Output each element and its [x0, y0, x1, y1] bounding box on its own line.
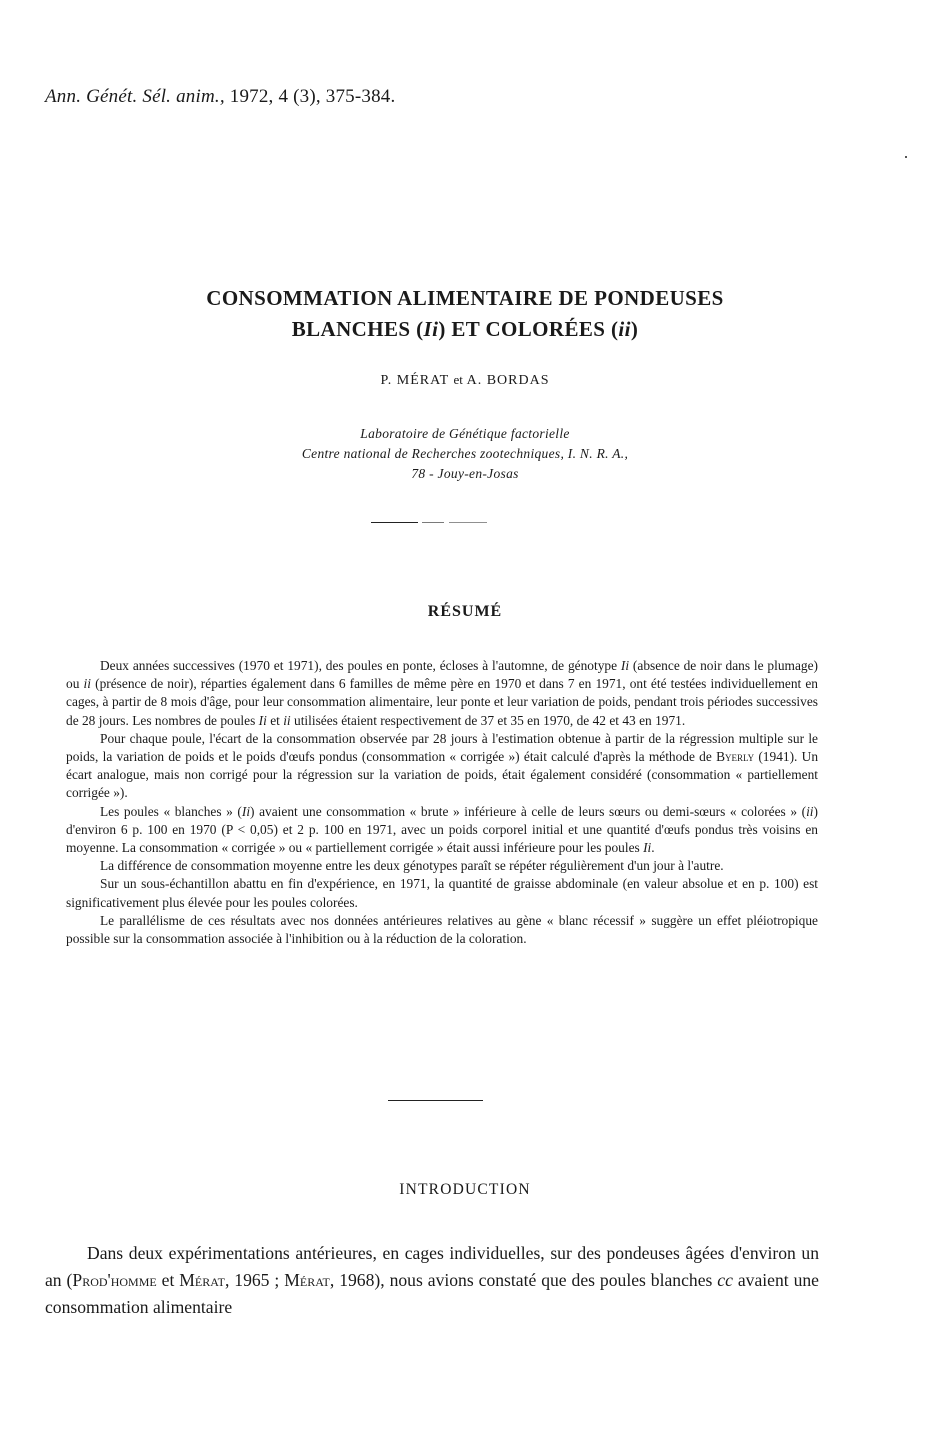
genotype-label: Ii: [423, 317, 439, 341]
author-name: A. BORDAS: [466, 373, 550, 388]
resume-paragraph: [66, 657, 818, 730]
title-text: ): [630, 317, 639, 341]
text-run: Le parallélisme de ces résultats avec nos données antérieures relatives au gène « blanc récessif » suggère un effet pléiotropique possible sur la consommation associée à l'inhibition ou à la réduction de la coloration.: [66, 912, 818, 947]
separator-rule: [422, 522, 444, 523]
title-text: BLANCHES (: [291, 317, 424, 341]
text-run: Pour chaque poule, l'écart de la consommation observée par 28 jours à l'estimation obtenue à partir de la régression multiple sur le poids, la variation de poids et le poids d'œufs pondus (consommation « corrigée ») était calculé d'après la méthode de: [66, 730, 818, 765]
text-run: (1941). Un écart analogue, mais non corrigé pour la régression sur la variation de poids, était également considéré (consommation « partiellement corrigée »).: [66, 749, 819, 801]
journal-name: Ann. Génét. Sél. anim.,: [45, 86, 225, 107]
title-line-2: [0, 314, 930, 345]
text-run: Deux années successives (1970 et 1971), des poules en ponte, écloses à l'automne, de génotype: [100, 658, 621, 673]
text-run: ) avaient une consommation « brute » inférieure à celle de leurs sœurs ou demi-sœurs « colorées » (: [250, 803, 807, 819]
introduction-body: [45, 1240, 819, 1321]
introduction-paragraph: [45, 1240, 819, 1321]
text-run: et: [266, 712, 284, 728]
italic-term: Ii: [258, 712, 267, 728]
cited-author: Mérat: [284, 1270, 330, 1290]
text-run: Dans deux expérimentations antérieures, en cages individuelles, sur des pondeuses âgées d'environ un an (: [45, 1243, 819, 1290]
resume-paragraph: [66, 803, 818, 858]
text-run: Les poules « blanches » (: [100, 803, 242, 819]
italic-term: ii: [806, 803, 814, 819]
affiliation-line: Laboratoire de Génétique factorielle: [360, 426, 570, 441]
text-run: avaient une consommation alimentaire: [45, 1270, 819, 1317]
affiliation-line: Centre national de Recherches zootechniques, I. N. R. A.,: [301, 446, 629, 461]
resume-paragraph: [66, 912, 818, 948]
title-text: ) ET COLORÉES (: [438, 317, 619, 341]
affiliation-line: 78 - Jouy-en-Josas: [411, 466, 519, 481]
text-run: ) d'environ 6 p. 100 en 1970 (P < 0,05) et 2 p. 100 en 1971, avec un poids corporel initial et une quantité d'œufs pondus très voisins en moyenne. La consommation « corrigée » ou « partiellement corrigée » était aussi inférieure pour les poules: [66, 803, 818, 856]
text-run: .: [651, 840, 655, 856]
resume-body: [66, 657, 818, 948]
cited-author: Byerly: [716, 749, 755, 765]
text-run: utilisées étaient respectivement de 37 et 35 en 1970, de 42 et 43 en 1971.: [290, 712, 686, 728]
article-title: [0, 283, 930, 345]
text-run: (présence de noir), réparties également dans 6 familles de même père en 1970 et dans 7 en 1971, ont été testées individuellement en cages, à partir de 8 mois d'âge, pour leur consommation alimentaire, leur ponte et leur variation de poids, pendant trois périodes successives de 28 jours. Les nombres de poules: [66, 676, 818, 728]
separator-rule: [371, 522, 418, 523]
italic-term: Ii: [241, 803, 251, 819]
separator-rule: [449, 522, 487, 523]
separator-rule: [388, 1100, 483, 1101]
scan-speck: [905, 156, 907, 158]
resume-paragraph: [66, 875, 818, 911]
italic-term: cc: [717, 1270, 733, 1290]
introduction-heading: INTRODUCTION: [399, 1181, 531, 1198]
cited-author: Prod'homme: [72, 1270, 157, 1290]
resume-paragraph: [66, 730, 818, 803]
resume-paragraph: [66, 857, 818, 875]
author-line: [0, 372, 930, 389]
italic-term: ii: [283, 712, 291, 728]
text-run: , 1968), nous avions constaté que des poules blanches: [329, 1270, 718, 1290]
text-run: , 1965 ;: [224, 1270, 285, 1290]
italic-term: Ii: [620, 658, 630, 673]
author-name: P. MÉRAT: [380, 373, 449, 388]
italic-term: Ii: [643, 840, 652, 856]
italic-term: ii: [83, 676, 91, 692]
journal-citation: [45, 86, 395, 108]
author-conjunction: et: [453, 372, 463, 387]
resume-heading: RÉSUMÉ: [427, 603, 503, 620]
cited-author: Mérat: [179, 1270, 225, 1290]
genotype-label: ii: [618, 317, 631, 341]
text-run: Sur un sous-échantillon abattu en fin d'expérience, en 1971, la quantité de graisse abdominale (en valeur absolue et en p. 100) est significativement plus élevée pour les poules colorées.: [66, 876, 818, 910]
affiliation: [0, 424, 930, 484]
text-run: (absence de noir dans le plumage) ou: [66, 658, 819, 692]
title-line-1: CONSOMMATION ALIMENTAIRE DE PONDEUSES: [206, 286, 724, 310]
citation-details: 1972, 4 (3), 375-384.: [224, 86, 396, 107]
text-run: et: [156, 1270, 180, 1290]
text-run: La différence de consommation moyenne entre les deux génotypes paraît se répéter régulièrement d'un jour à l'autre.: [100, 858, 724, 874]
